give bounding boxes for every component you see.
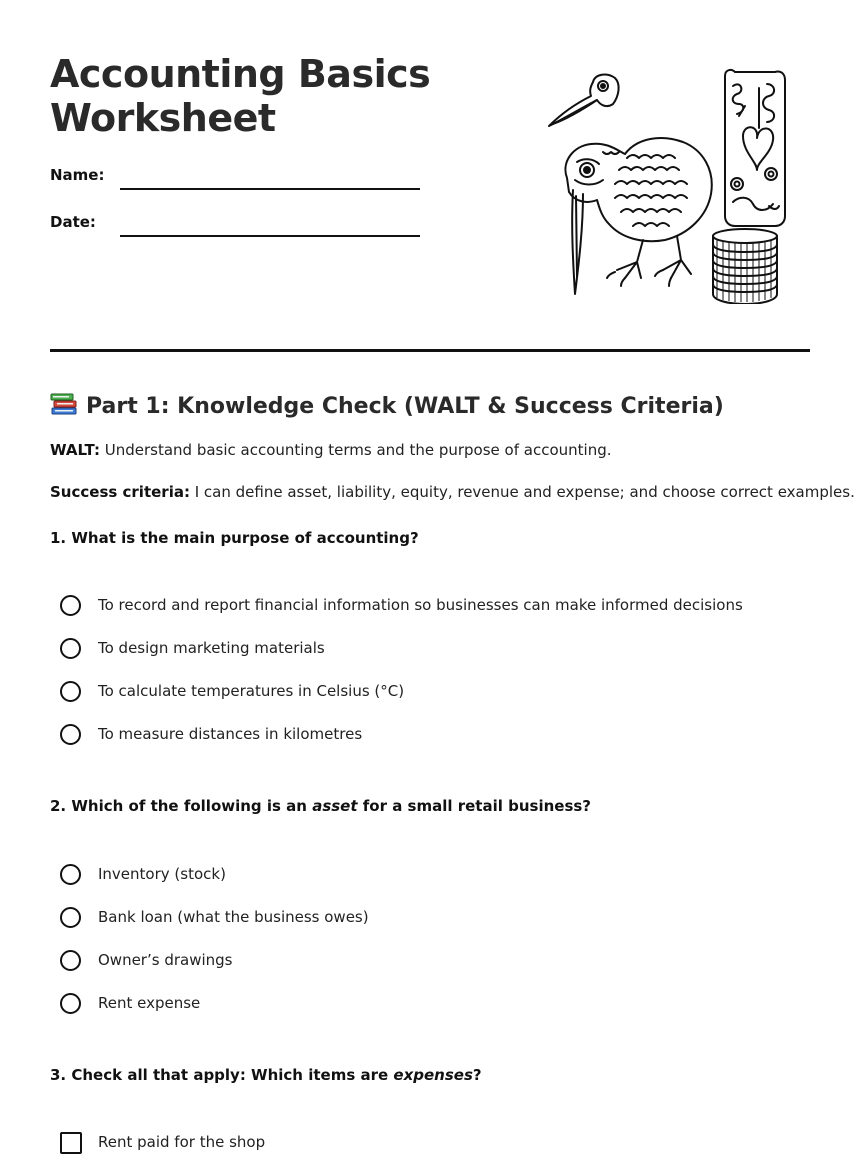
question-2-prompt <box>50 797 591 815</box>
option-label: Rent paid for the shop <box>98 1133 266 1151</box>
success-criteria-statement <box>50 483 855 501</box>
question-2-option-1[interactable] <box>60 864 800 890</box>
date-field <box>50 213 430 243</box>
radio-button[interactable] <box>60 638 81 659</box>
question-1-text: What is the main purpose of accounting? <box>71 529 419 547</box>
question-2-option-4[interactable] <box>60 993 800 1019</box>
radio-button[interactable] <box>60 993 81 1014</box>
part1-heading <box>50 390 724 419</box>
header-divider <box>50 349 810 352</box>
question-1-option-2[interactable] <box>60 638 800 664</box>
walt-text: Understand basic accounting terms and the purpose of accounting. <box>99 441 612 459</box>
success-criteria-label: Success criteria: <box>50 483 190 501</box>
question-3-text-before: Check all that apply: Which items are <box>71 1066 394 1084</box>
title-line-2: Worksheet <box>50 96 276 140</box>
question-2-text-after: for a small retail business? <box>357 797 591 815</box>
question-1-option-1[interactable] <box>60 595 800 621</box>
question-1-prompt <box>50 529 419 547</box>
date-input-line[interactable] <box>120 235 420 237</box>
question-2-text-before: Which of the following is an <box>71 797 313 815</box>
question-3-option-1[interactable] <box>60 1132 800 1158</box>
option-label: To calculate temperatures in Celsius (°C) <box>98 682 405 700</box>
question-3-text-after: ? <box>472 1066 482 1084</box>
question-3-number: 3. <box>50 1066 67 1084</box>
question-2-option-3[interactable] <box>60 950 800 976</box>
option-label: Owner’s drawings <box>98 951 233 969</box>
part1-title: Part 1: Knowledge Check (WALT & Success Criteria) <box>86 394 724 419</box>
checkbox[interactable] <box>60 1132 82 1154</box>
name-input-line[interactable] <box>120 188 420 190</box>
option-label: To measure distances in kilometres <box>98 725 363 743</box>
option-label: To record and report financial information so businesses can make informed decisions <box>98 596 743 614</box>
name-label: Name: <box>50 166 105 184</box>
success-criteria-text: I can define asset, liability, equity, revenue and expense; and choose correct examples. <box>189 483 855 501</box>
option-label: To design marketing materials <box>98 639 325 657</box>
question-2-option-2[interactable] <box>60 907 800 933</box>
date-label: Date: <box>50 213 96 231</box>
radio-button[interactable] <box>60 724 81 745</box>
option-label: Bank loan (what the business owes) <box>98 908 369 926</box>
kiwi-bird-carving-coins-illustration <box>545 66 790 304</box>
question-1-option-4[interactable] <box>60 724 800 750</box>
question-1-number: 1. <box>50 529 67 547</box>
question-2-number: 2. <box>50 797 67 815</box>
radio-button[interactable] <box>60 907 81 928</box>
radio-button[interactable] <box>60 864 81 885</box>
name-field <box>50 166 430 196</box>
radio-button[interactable] <box>60 595 81 616</box>
title-line-1: Accounting Basics <box>50 52 431 96</box>
worksheet-title <box>50 52 470 140</box>
walt-label: WALT: <box>50 441 100 459</box>
question-2-emphasis: asset <box>312 797 358 815</box>
question-3-prompt <box>50 1066 482 1084</box>
question-3-emphasis: expenses <box>393 1066 473 1084</box>
radio-button[interactable] <box>60 681 81 702</box>
question-1-option-3[interactable] <box>60 681 800 707</box>
walt-statement <box>50 441 612 459</box>
option-label: Inventory (stock) <box>98 865 226 883</box>
books-icon <box>50 390 78 416</box>
option-label: Rent expense <box>98 994 201 1012</box>
radio-button[interactable] <box>60 950 81 971</box>
